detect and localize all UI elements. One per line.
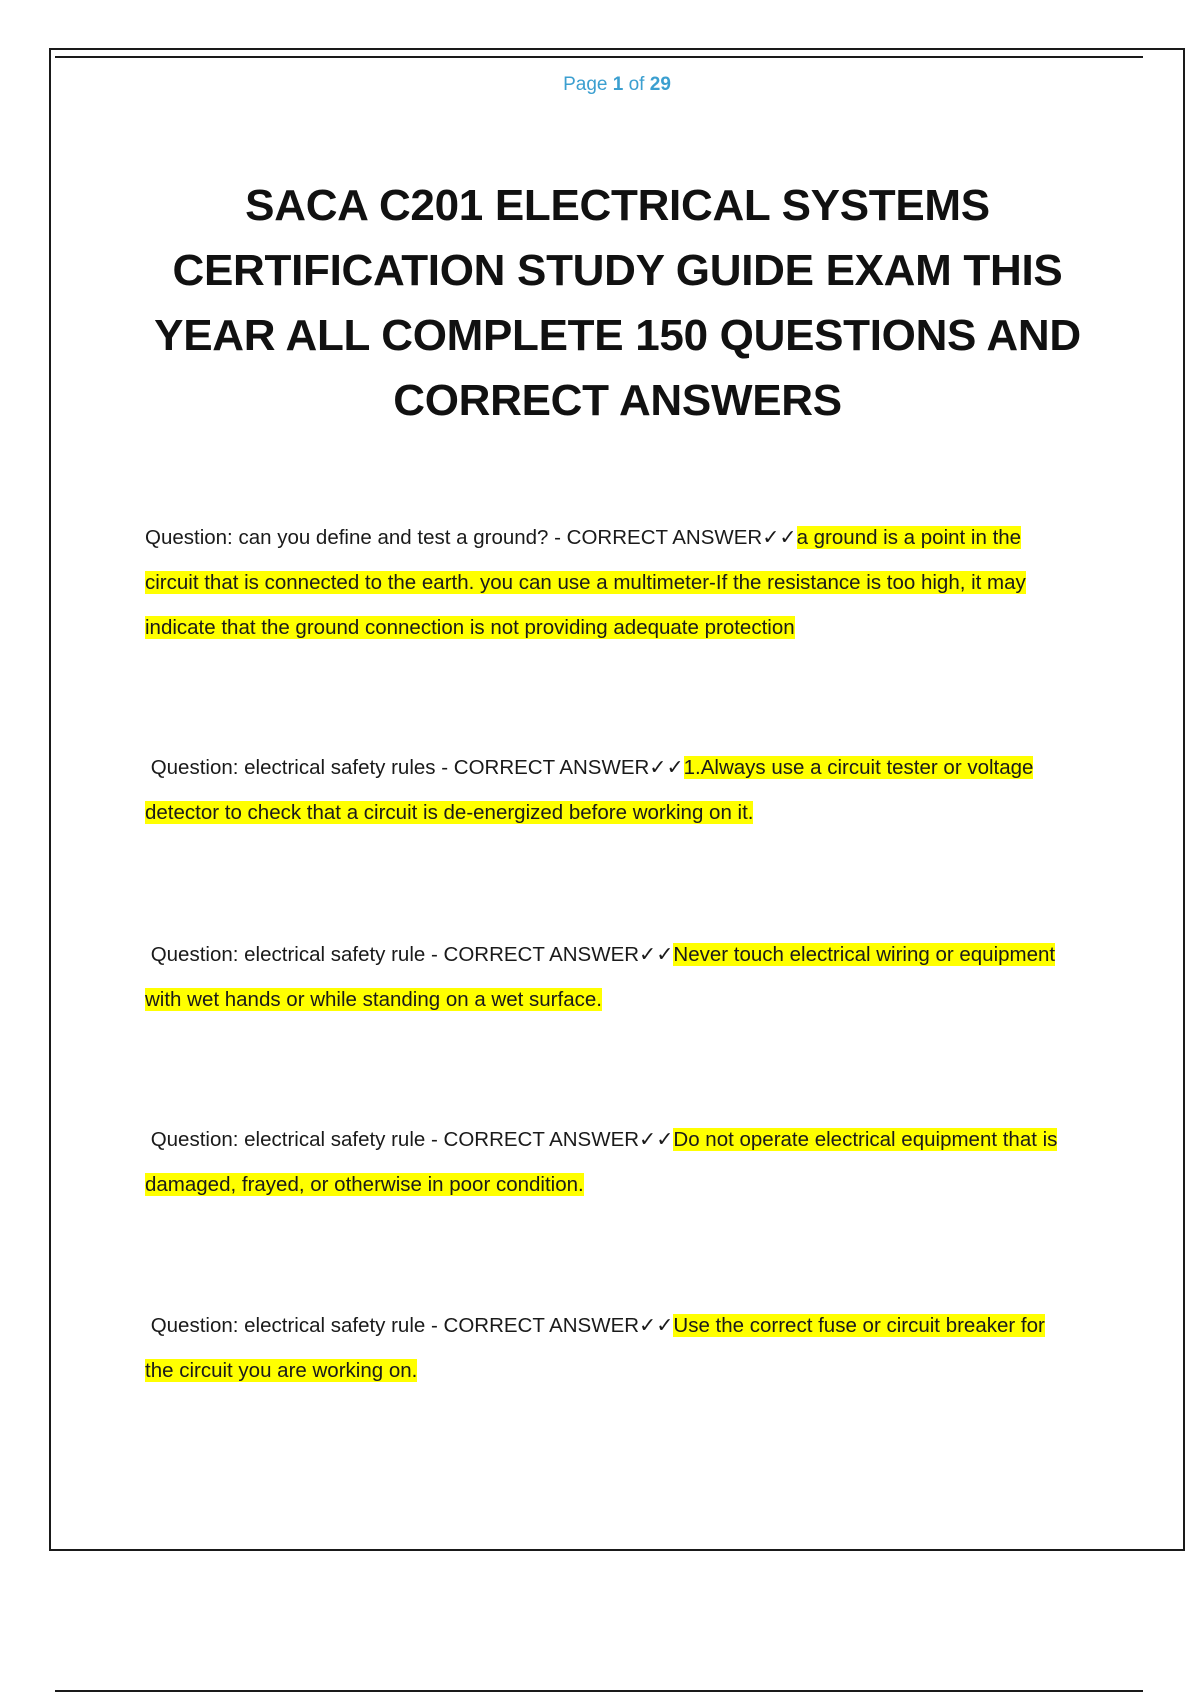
qa-item [145, 1303, 1075, 1393]
question-text: Question: electrical safety rule - CORRECT ANSWER✓✓ [145, 1314, 674, 1337]
page-of: of [628, 74, 645, 95]
qa-item [145, 1117, 1075, 1207]
page-prefix: Page [563, 74, 608, 95]
question-text: Question: electrical safety rules - CORRECT ANSWER✓✓ [145, 756, 684, 779]
answer-highlight: Never touch electrical wiring or equipment with wet hands or while standing on a wet surface. [145, 943, 1056, 1011]
answer-highlight: Do not operate electrical equipment that is damaged, frayed, or otherwise in poor condition. [145, 1128, 1058, 1196]
qa-item [145, 745, 1075, 835]
page-total: 29 [649, 74, 671, 95]
question-text: Question: can you define and test a ground? - CORRECT ANSWER✓✓ [145, 526, 797, 549]
page-current: 1 [612, 74, 624, 95]
answer-highlight: Use the correct fuse or circuit breaker for the circuit you are working on. [145, 1314, 1045, 1382]
document-title: SACA C201 ELECTRICAL SYSTEMS CERTIFICATION STUDY GUIDE EXAM THIS YEAR ALL COMPLETE 150 QUESTIONS AND CORRECT ANSWERS [154, 181, 1081, 425]
answer-highlight: a ground is a point in the circuit that is connected to the earth. you can use a multimeter-If the resistance is too high, it may indicate that the ground connection is not providing adequate protection [145, 526, 1026, 639]
question-text: Question: electrical safety rule - CORRECT ANSWER✓✓ [145, 943, 674, 966]
header-rule [55, 56, 1143, 58]
page-number [0, 74, 1200, 96]
question-text: Question: electrical safety rule - CORRECT ANSWER✓✓ [145, 1128, 674, 1151]
qa-item [145, 932, 1075, 1022]
qa-item [145, 515, 1075, 650]
answer-highlight: 1.Always use a circuit tester or voltage detector to check that a circuit is de-energized before working on it. [145, 756, 1034, 824]
bottom-rule [55, 1690, 1143, 1692]
